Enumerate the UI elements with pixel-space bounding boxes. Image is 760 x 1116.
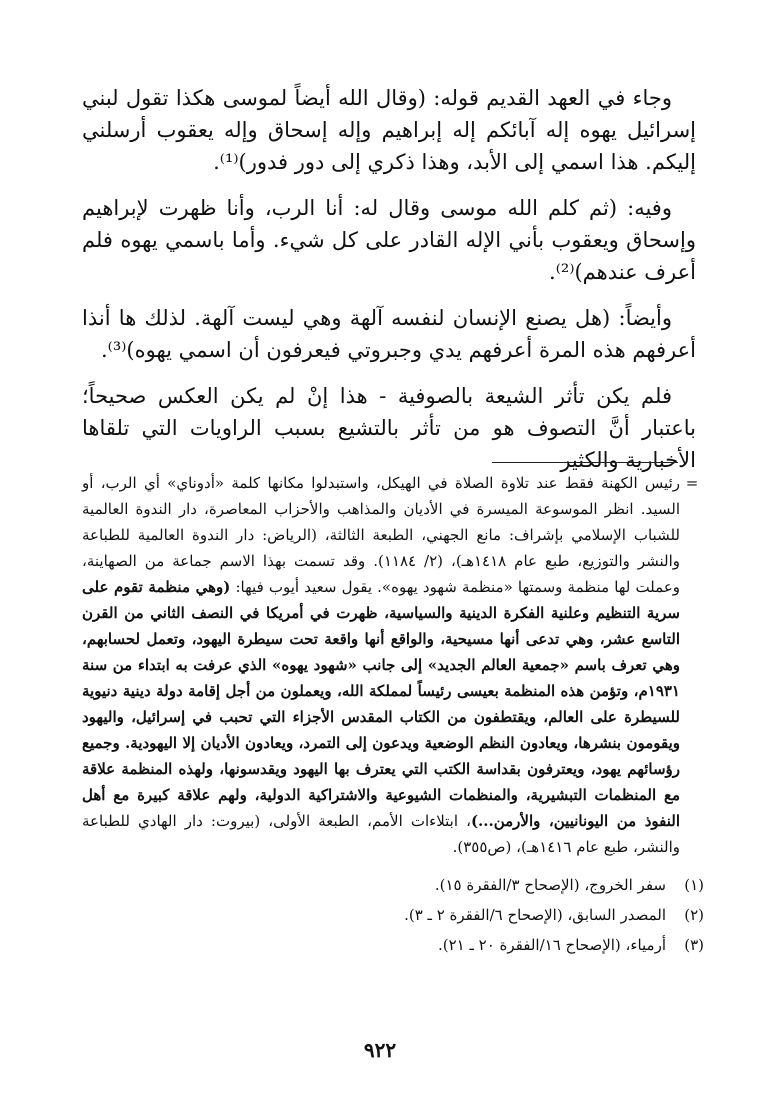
footnote-list bbox=[82, 870, 704, 960]
footnote-2 bbox=[82, 900, 704, 930]
continuation-marker: = bbox=[685, 474, 699, 492]
footnote-text: المصدر السابق، (الإصحاح ٦/الفقرة ٢ ـ ٣). bbox=[404, 906, 666, 924]
paragraph-old-testament: وجاء في العهد القديم قوله: (وقال الله أيضاً لموسى هكذا تقول لبني إسرائيل يهوه إله آبائكم إله إبراهيم وإله إسحاق وإله يعقوب أرسلني إليكم. هذا اسمي إلى الأبد، وهذا ذكري إلى دور فدور)⁽¹⁾. bbox=[82, 86, 696, 174]
paragraph-fihi: وفيه: (ثم كلم الله موسى وقال له: أنا الرب، وأنا ظهرت لإبراهيم وإسحاق ويعقوب بأني الإله القادر على كل شيء. وأما باسمي يهوه فلم أعرف عندهم)⁽²⁾. bbox=[82, 196, 696, 284]
footnote-3 bbox=[82, 930, 704, 960]
main-text bbox=[82, 82, 696, 490]
footnote-continuation bbox=[82, 470, 704, 860]
footnote-text: سفر الخروج، (الإصحاح ٣/الفقرة ١٥). bbox=[434, 876, 666, 894]
paragraph-shia-sufism: فلم يكن تأثر الشيعة بالصوفية - هذا إنْ لم يكن العكس صحيحاً؛ باعتبار أنَّ التصوف هو من تأثر بالتشيع بسبب الراويات التي تلقاها الأخبارية والكثير bbox=[82, 384, 696, 472]
continuation-tail: ، ابتلاءات الأمم، الطبعة الأولى، (بيروت: دار الهادي للطباعة والنشر، طبع عام ١٤١٦هـ)، (ص٣٥٥). bbox=[82, 812, 680, 856]
footnote-text: أرمياء، (الإصحاح ١٦/الفقرة ٢٠ ـ ٢١). bbox=[437, 936, 666, 954]
footnote-number: (١) bbox=[684, 876, 704, 894]
footnote-divider bbox=[492, 462, 678, 463]
footnote-number: (٣) bbox=[684, 936, 704, 954]
continuation-bold-quote: (وهي منظمة تقوم على سرية التنظيم وعلنية الفكرة الدينية والسياسية، ظهرت في أمريكا في النصف الثاني من القرن التاسع عشر، وهي تدعى أنها مسيحية، والواقع أنها واقعة تحت سيطرة اليهود، وتعمل لحسابهم، وهي تعرف باسم «جمعية العالم الجديد» إلى جانب «شهود يهوه» الذي عرفت به ابتداء من سنة ١٩٣١م، وتؤمن هذه المنظمة بعيسى رئيساً لمملكة الله، ويعملون من أجل إقامة دولة دينية دنيوية للسيطرة على العالم، ويقتطفون من الكتاب المقدس الأجزاء التي تحبب في إسرائيل، واليهود ويقومون بنشرها، ويعادون النظم الوضعية ويدعون إلى التمرد، ويعادون الأديان إلا اليهودية. وجميع رؤسائهم يهود، ويعترفون بقداسة الكتب التي يعترف بها اليهود ويقدسونها، ولهذه المنظمة علاقة مع المنظمات التبشيرية، والمنظمات الشيوعية والاشتراكية الدولية، ولهم علاقة كبيرة مع أهل النفوذ من اليونانيين، والأرمن...) bbox=[82, 578, 680, 830]
continuation-text bbox=[82, 470, 680, 860]
paragraph-aydan: وأيضاً: (هل يصنع الإنسان لنفسه آلهة وهي ليست آلهة. لذلك ها أنذا أعرفهم هذه المرة أعرفهم يدي وجبروتي فيعرفون أن اسمي يهوه)⁽³⁾. bbox=[82, 306, 696, 362]
continuation-plain: رئيس الكهنة فقط عند تلاوة الصلاة في الهيكل، واستبدلوا مكانها كلمة «أدوناي» أي الرب، أو السيد. انظر الموسوعة الميسرة في الأديان والمذاهب والأحزاب المعاصرة، دار الندوة العالمية للشباب الإسلامي بإشراف: مانع الجهني، الطبعة الثالثة، (الرياض: دار الندوة العالمية للطباعة والنشر والتوزيع، طبع عام ١٤١٨هـ)، (٢/ ١١٨٤). وقد تسمت بهذا الاسم جماعة من الصهاينة، وعملت لها منظمة وسمتها «منظمة شهود يهوه». يقول سعيد أيوب فيها: bbox=[82, 474, 681, 596]
footnotes-section bbox=[82, 470, 704, 960]
footnote-number: (٢) bbox=[684, 906, 704, 924]
footnote-1 bbox=[82, 870, 704, 900]
page-number: ٩٢٢ bbox=[363, 1038, 397, 1062]
